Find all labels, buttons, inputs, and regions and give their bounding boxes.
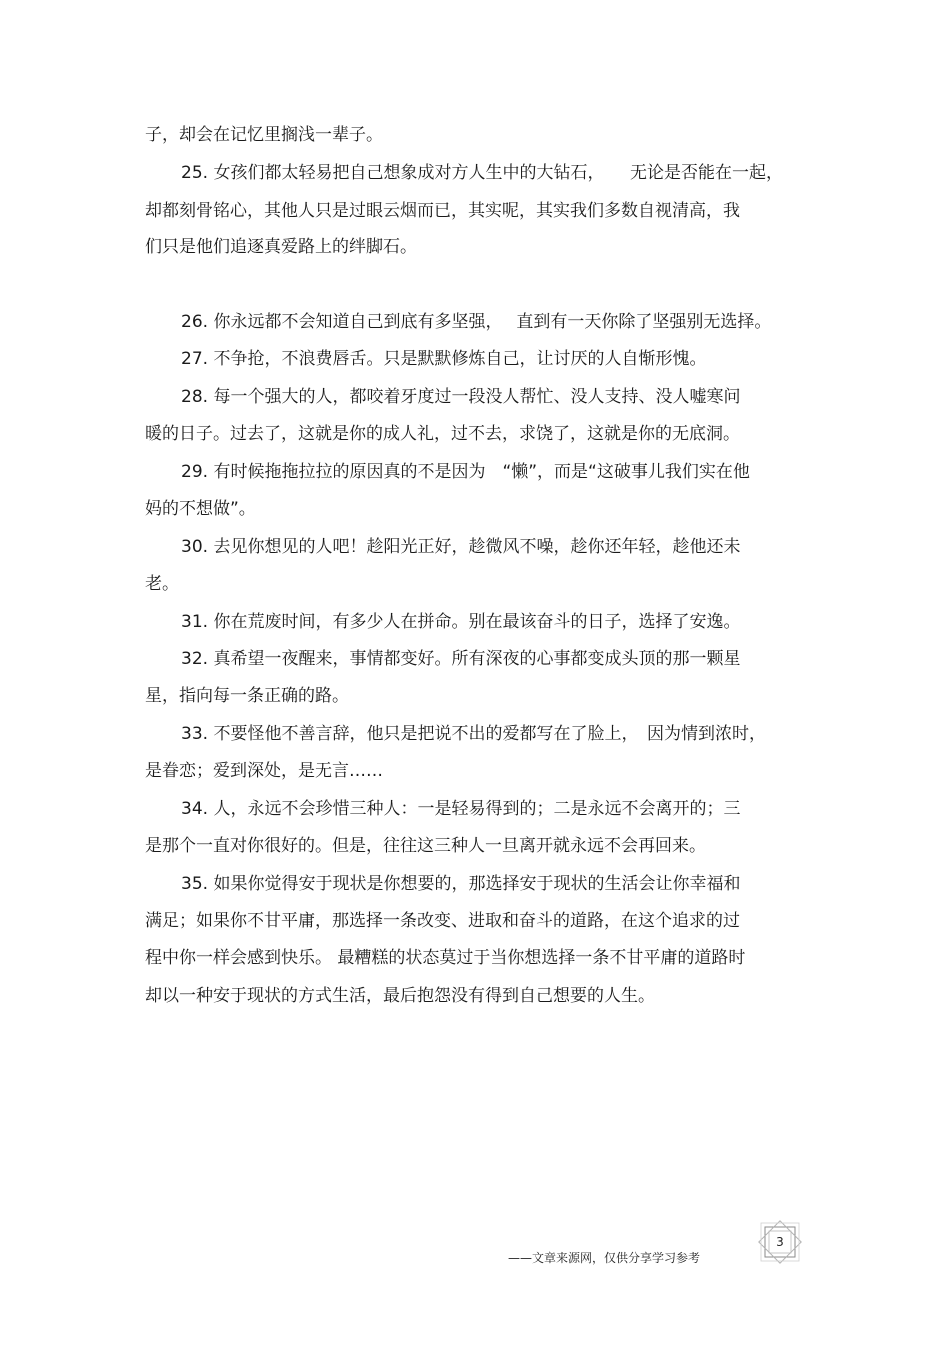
text-line-item-33: 33. 不要怪他不善言辞，他只是把说不出的爱都写在了脸上， 因为情到浓时， bbox=[181, 724, 766, 744]
text-line: 老。 bbox=[145, 574, 179, 594]
text-line-item-26: 26. 你永远都不会知道自己到底有多坚强， 直到有一天你除了坚强别无选择。 bbox=[181, 312, 772, 332]
text-line: 却以一种安于现状的方式生活，最后抱怨没有得到自己想要的人生。 bbox=[145, 986, 655, 1006]
text-line-item-28: 28. 每一个强大的人，都咬着牙度过一段没人帮忙、没人支持、没人嘘寒问 bbox=[181, 387, 741, 407]
text-line-item-31: 31. 你在荒废时间，有多少人在拼命。别在最该奋斗的日子，选择了安逸。 bbox=[181, 612, 741, 632]
text-line: 星，指向每一条正确的路。 bbox=[145, 686, 349, 706]
text-line-item-34: 34. 人，永远不会珍惜三种人：一是轻易得到的；二是永远不会离开的；三 bbox=[181, 799, 741, 819]
page-number: 3 bbox=[776, 1235, 784, 1249]
text-line-item-29: 29. 有时候拖拖拉拉的原因真的不是因为 “懒”，而是“这破事儿我们实在他 bbox=[181, 462, 750, 482]
footer-note: ——文章来源网，仅供分享学习参考 bbox=[508, 1251, 701, 1265]
text-line: 却都刻骨铭心，其他人只是过眼云烟而已，其实呢，其实我们多数自视清高，我 bbox=[145, 201, 740, 221]
text-line: 子，却会在记忆里搁浅一辈子。 bbox=[145, 125, 383, 145]
text-line: 程中你一样会感到快乐。 最糟糕的状态莫过于当你想选择一条不甘平庸的道路时 bbox=[145, 948, 746, 968]
text-line: 妈的不想做”。 bbox=[145, 499, 256, 519]
page-number-badge bbox=[757, 1220, 803, 1264]
text-line-item-32: 32. 真希望一夜醒来，事情都变好。所有深夜的心事都变成头顶的那一颗星 bbox=[181, 649, 741, 669]
text-line: 是那个一直对你很好的。但是，往往这三种人一旦离开就永远不会再回来。 bbox=[145, 836, 706, 856]
text-line-item-30: 30. 去见你想见的人吧！趁阳光正好，趁微风不噪，趁你还年轻，趁他还未 bbox=[181, 537, 741, 557]
text-line-item-25: 25. 女孩们都太轻易把自己想象成对方人生中的大钻石， 无论是否能在一起， bbox=[181, 163, 783, 183]
text-line: 满足；如果你不甘平庸，那选择一条改变、进取和奋斗的道路，在这个追求的过 bbox=[145, 911, 740, 931]
text-line: 是眷恋；爱到深处，是无言…… bbox=[145, 761, 383, 781]
text-line: 暖的日子。过去了，这就是你的成人礼，过不去，求饶了，这就是你的无底洞。 bbox=[145, 424, 740, 444]
text-line-item-35: 35. 如果你觉得安于现状是你想要的，那选择安于现状的生活会让你幸福和 bbox=[181, 874, 741, 894]
text-line-item-27: 27. 不争抢，不浪费唇舌。只是默默修炼自己，让讨厌的人自惭形愧。 bbox=[181, 349, 707, 369]
text-line: 们只是他们追逐真爱路上的绊脚石。 bbox=[145, 237, 417, 257]
